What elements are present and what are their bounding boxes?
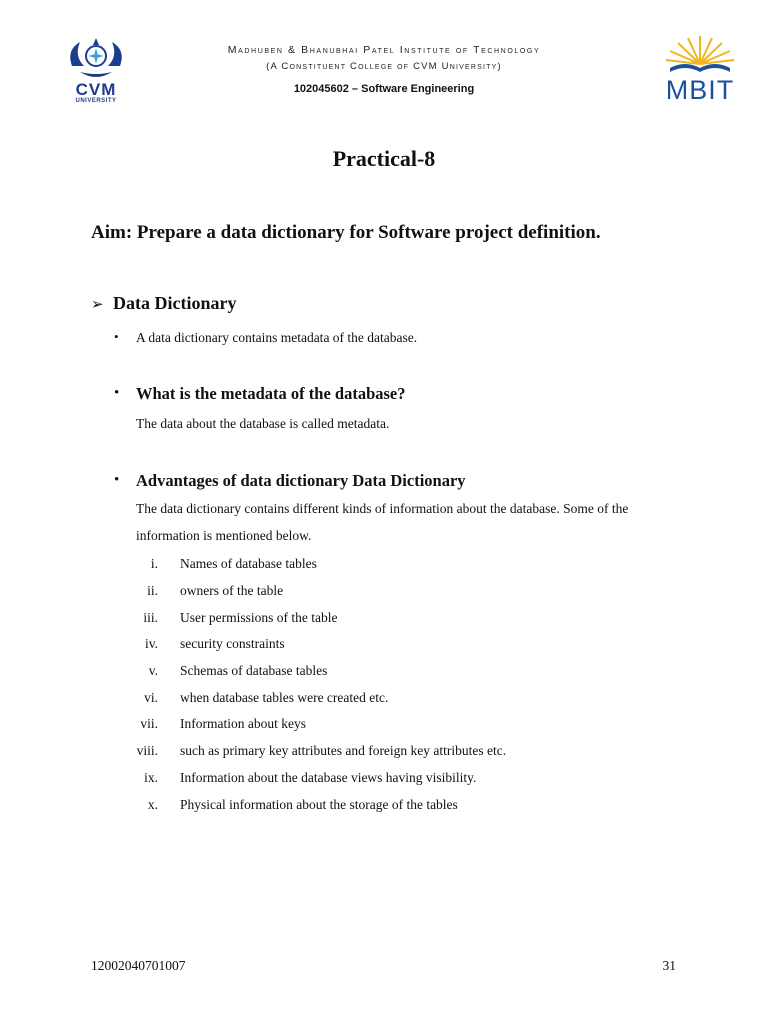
list-item-number: iv. (145, 636, 158, 651)
list-item-text: Information about the database views having visibility. (180, 770, 477, 785)
bullet-dot-icon: • (114, 329, 119, 344)
footer-page-number: 31 (662, 958, 676, 973)
list-item-number: vii. (140, 716, 158, 731)
list-item-text: Names of database tables (180, 556, 317, 571)
cvm-emblem-icon (62, 36, 130, 82)
institute-subtitle: (A Constituent College of CVM University) (266, 61, 502, 72)
cvm-university-logo (62, 36, 130, 106)
list-item-text: Information about keys (180, 716, 306, 731)
cvm-logo-subtext: UNIVERSITY (75, 98, 117, 104)
list-item-text: security constraints (180, 636, 285, 651)
list-item-number: viii. (136, 743, 158, 758)
advantages-heading: Advantages of data dictionary Data Dictionary (136, 471, 466, 490)
advantages-paragraph-line: information is mentioned below. (136, 527, 312, 543)
course-title: 102045602 – Software Engineering (293, 83, 475, 95)
cvm-logo-text: CVM (75, 80, 117, 99)
list-item-text: Schemas of database tables (180, 663, 328, 678)
list-item-number: ii. (147, 583, 158, 598)
aim-statement: Aim: Prepare a data dictionary for Software project definition. (91, 222, 601, 243)
advantages-paragraph (136, 496, 696, 549)
arrowhead-bullet-icon: ➢ (91, 295, 104, 313)
list-item-text: when database tables were created etc. (180, 690, 389, 705)
bullet-dot-icon: • (114, 472, 120, 488)
metadata-question-heading: What is the metadata of the database? (136, 384, 406, 403)
list-item-number: vi. (144, 690, 158, 705)
metadata-bullet-text: A data dictionary contains metadata of the database. (136, 330, 418, 345)
list-item-number: x. (147, 797, 158, 812)
mbit-logo-text: MBIT (665, 75, 735, 105)
list-item-number: iii. (143, 610, 158, 625)
list-item-text: such as primary key attributes and foreign key attributes etc. (180, 743, 507, 758)
list-item-number: v. (148, 663, 158, 678)
list-item-text: owners of the table (180, 583, 284, 598)
page-title: Practical-8 (332, 146, 436, 171)
institute-name: Madhuben & Bhanubhai Patel Institute of Technology (227, 44, 541, 56)
mbit-logo (658, 34, 742, 106)
metadata-answer-text: The data about the database is called metadata. (136, 416, 390, 431)
section-heading-text: Data Dictionary (113, 293, 237, 313)
mbit-sunburst-book-icon (658, 34, 742, 76)
list-item-text: Physical information about the storage of the tables (180, 797, 458, 812)
section-heading (91, 293, 236, 314)
bullet-dot-icon: • (114, 385, 120, 401)
list-item-number: ix. (144, 770, 158, 785)
footer-enrollment-number: 12002040701007 (91, 958, 186, 973)
list-item-number: i. (150, 556, 158, 571)
advantages-paragraph-line: The data dictionary contains different kinds of information about the database. Some of the (136, 501, 629, 516)
list-item-text: User permissions of the table (180, 610, 338, 625)
